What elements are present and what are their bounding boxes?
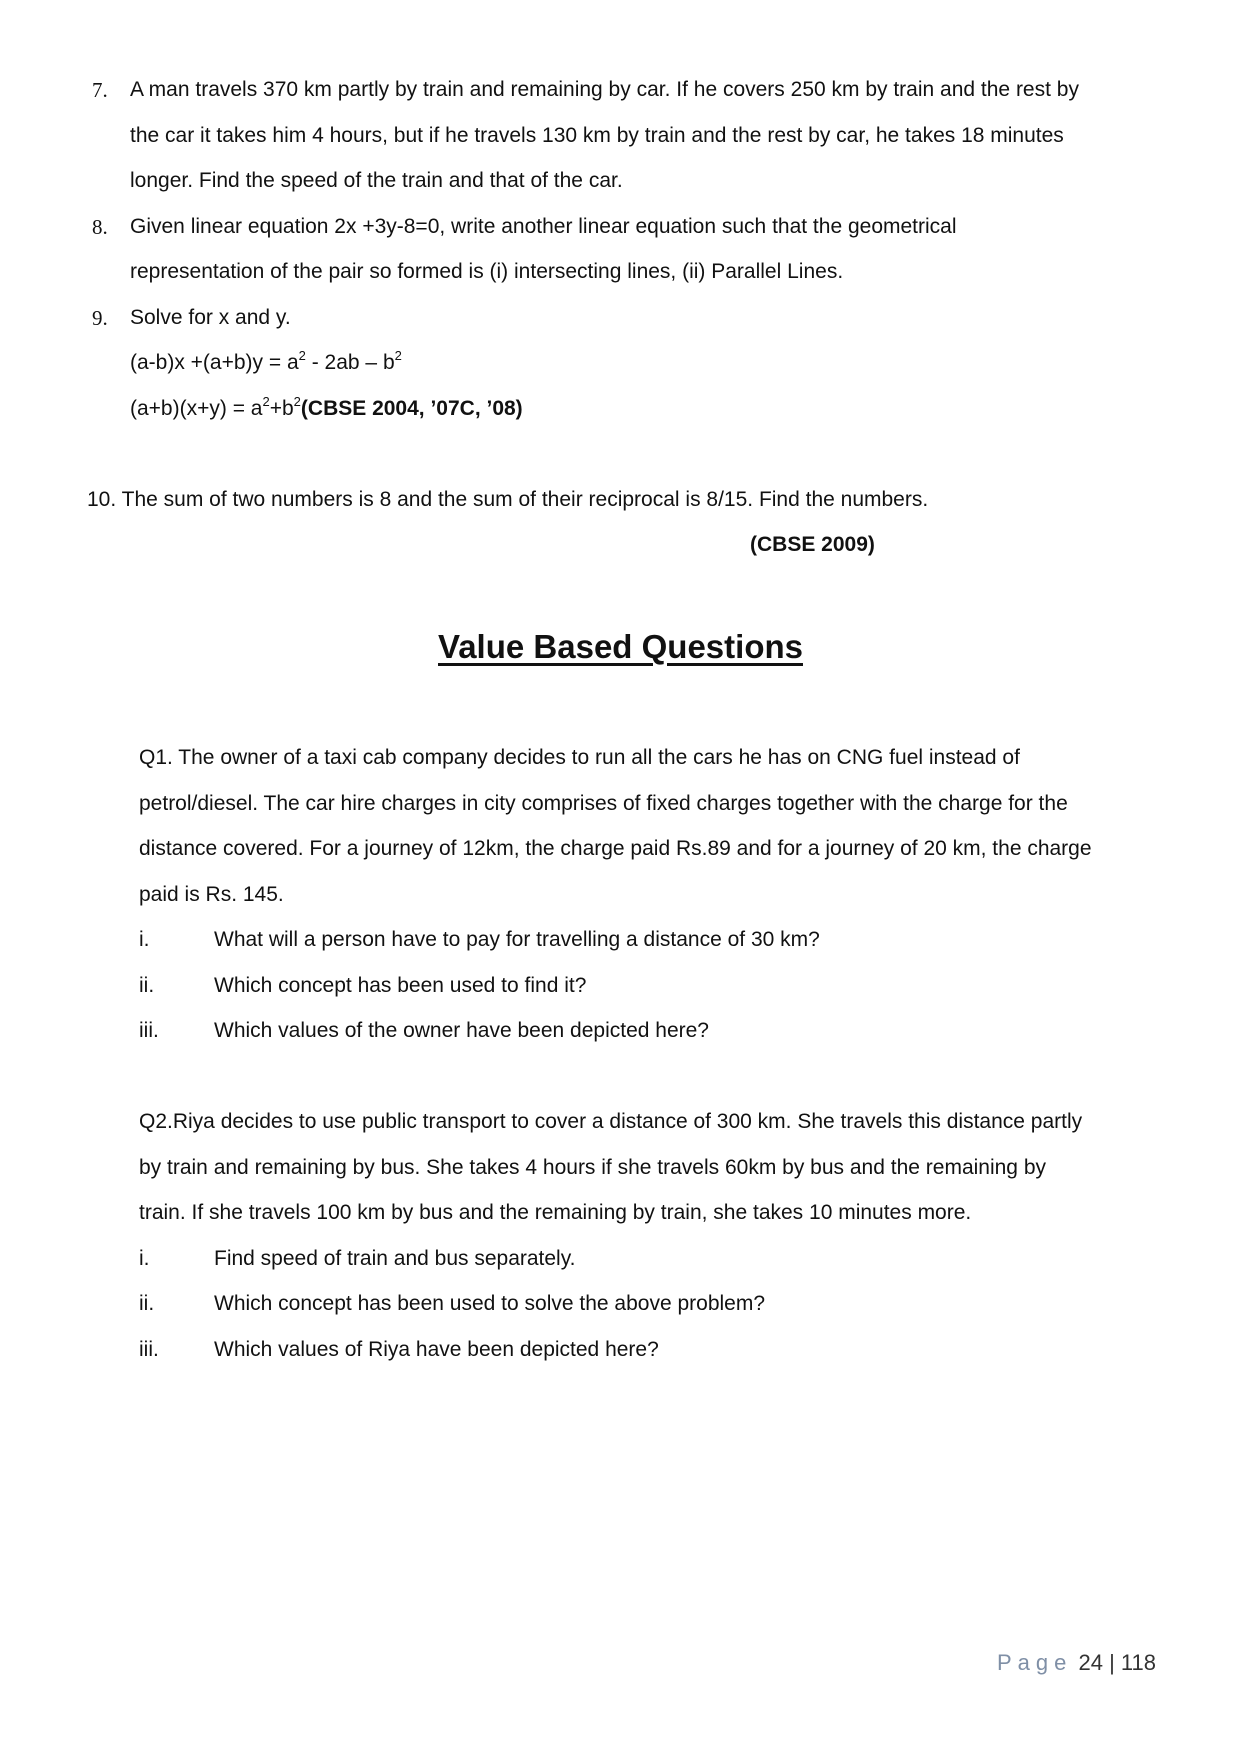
page-number: 24 | 118 bbox=[1078, 1650, 1156, 1675]
question-7-number: 7. bbox=[92, 78, 108, 102]
question-10-text: 10. The sum of two numbers is 8 and the sum of their reciprocal is 8/15. Find the numbers. bbox=[87, 488, 929, 511]
question-9-source: (CBSE 2004, ’07C, ’08) bbox=[300, 397, 523, 420]
question-9-line-1: Solve for x and y. bbox=[130, 306, 291, 329]
question-7-line-3: longer. Find the speed of the train and that of the car. bbox=[130, 169, 623, 192]
page-footer bbox=[997, 1648, 1156, 1678]
vbq2-line-2: by train and remaining by bus. She takes 4 hours if she travels 60km by bus and the remaining by bbox=[139, 1156, 1046, 1179]
question-9-equation-2: $(a+b)(x+y) = a^2+b^2(CBSE$ 2004, ’07C, ’08) bbox=[130, 394, 523, 420]
vbq1-sub-1-text: What will a person have to pay for travelling a distance of 30 km? bbox=[214, 928, 820, 951]
vbq2-line-3: train. If she travels 100 km by bus and the remaining by train, she takes 10 minutes more. bbox=[139, 1201, 972, 1224]
question-8-line-2: representation of the pair so formed is (i) intersecting lines, (ii) Parallel Lines. bbox=[130, 260, 844, 283]
question-10-source: (CBSE 2009) bbox=[750, 533, 875, 556]
question-7-line-1: A man travels 370 km partly by train and remaining by car. If he covers 250 km by train and the rest by bbox=[130, 78, 1079, 101]
vbq1-sub-1-label: i. bbox=[139, 928, 150, 951]
question-9-number: 9. bbox=[92, 306, 108, 330]
vbq1-sub-2-label: ii. bbox=[139, 974, 155, 997]
vbq1-line-2: petrol/diesel. The car hire charges in city comprises of fixed charges together with the charge for the bbox=[139, 792, 1068, 815]
vbq1-sub-3-label: iii. bbox=[139, 1019, 159, 1042]
vbq2-sub-2-text: Which concept has been used to solve the above problem? bbox=[214, 1292, 766, 1315]
vbq2-sub-1-label: i. bbox=[139, 1247, 150, 1270]
vbq2-sub-2-label: ii. bbox=[139, 1292, 155, 1315]
question-9-equation-1: $(a-b)x +(a+b)y = a^2 - 2ab - b^2$ bbox=[130, 348, 402, 374]
vbq1-sub-2-text: Which concept has been used to find it? bbox=[214, 974, 587, 997]
page-word: Page bbox=[997, 1650, 1073, 1675]
question-8-number: 8. bbox=[92, 215, 108, 239]
section-heading: Value Based Questions bbox=[438, 628, 803, 665]
vbq1-line-1: Q1. The owner of a taxi cab company decides to run all the cars he has on CNG fuel instead of bbox=[139, 746, 1020, 769]
vbq2-sub-3-text: Which values of Riya have been depicted here? bbox=[214, 1338, 659, 1361]
vbq2-line-1: Q2.Riya decides to use public transport to cover a distance of 300 km. She travels this distance partly bbox=[139, 1110, 1083, 1133]
vbq2-sub-3-label: iii. bbox=[139, 1338, 159, 1361]
vbq1-sub-3-text: Which values of the owner have been depicted here? bbox=[214, 1019, 709, 1042]
question-7-line-2: the car it takes him 4 hours, but if he travels 130 km by train and the rest by car, he takes 18 minutes bbox=[130, 124, 1064, 147]
vbq2-sub-1-text: Find speed of train and bus separately. bbox=[214, 1247, 576, 1270]
question-8-line-1: Given linear equation 2x +3y-8=0, write another linear equation such that the geometrical bbox=[130, 215, 957, 238]
vbq1-line-4: paid is Rs. 145. bbox=[139, 883, 284, 906]
vbq1-line-3: distance covered. For a journey of 12km, the charge paid Rs.89 and for a journey of 20 km, the charge bbox=[139, 837, 1092, 860]
